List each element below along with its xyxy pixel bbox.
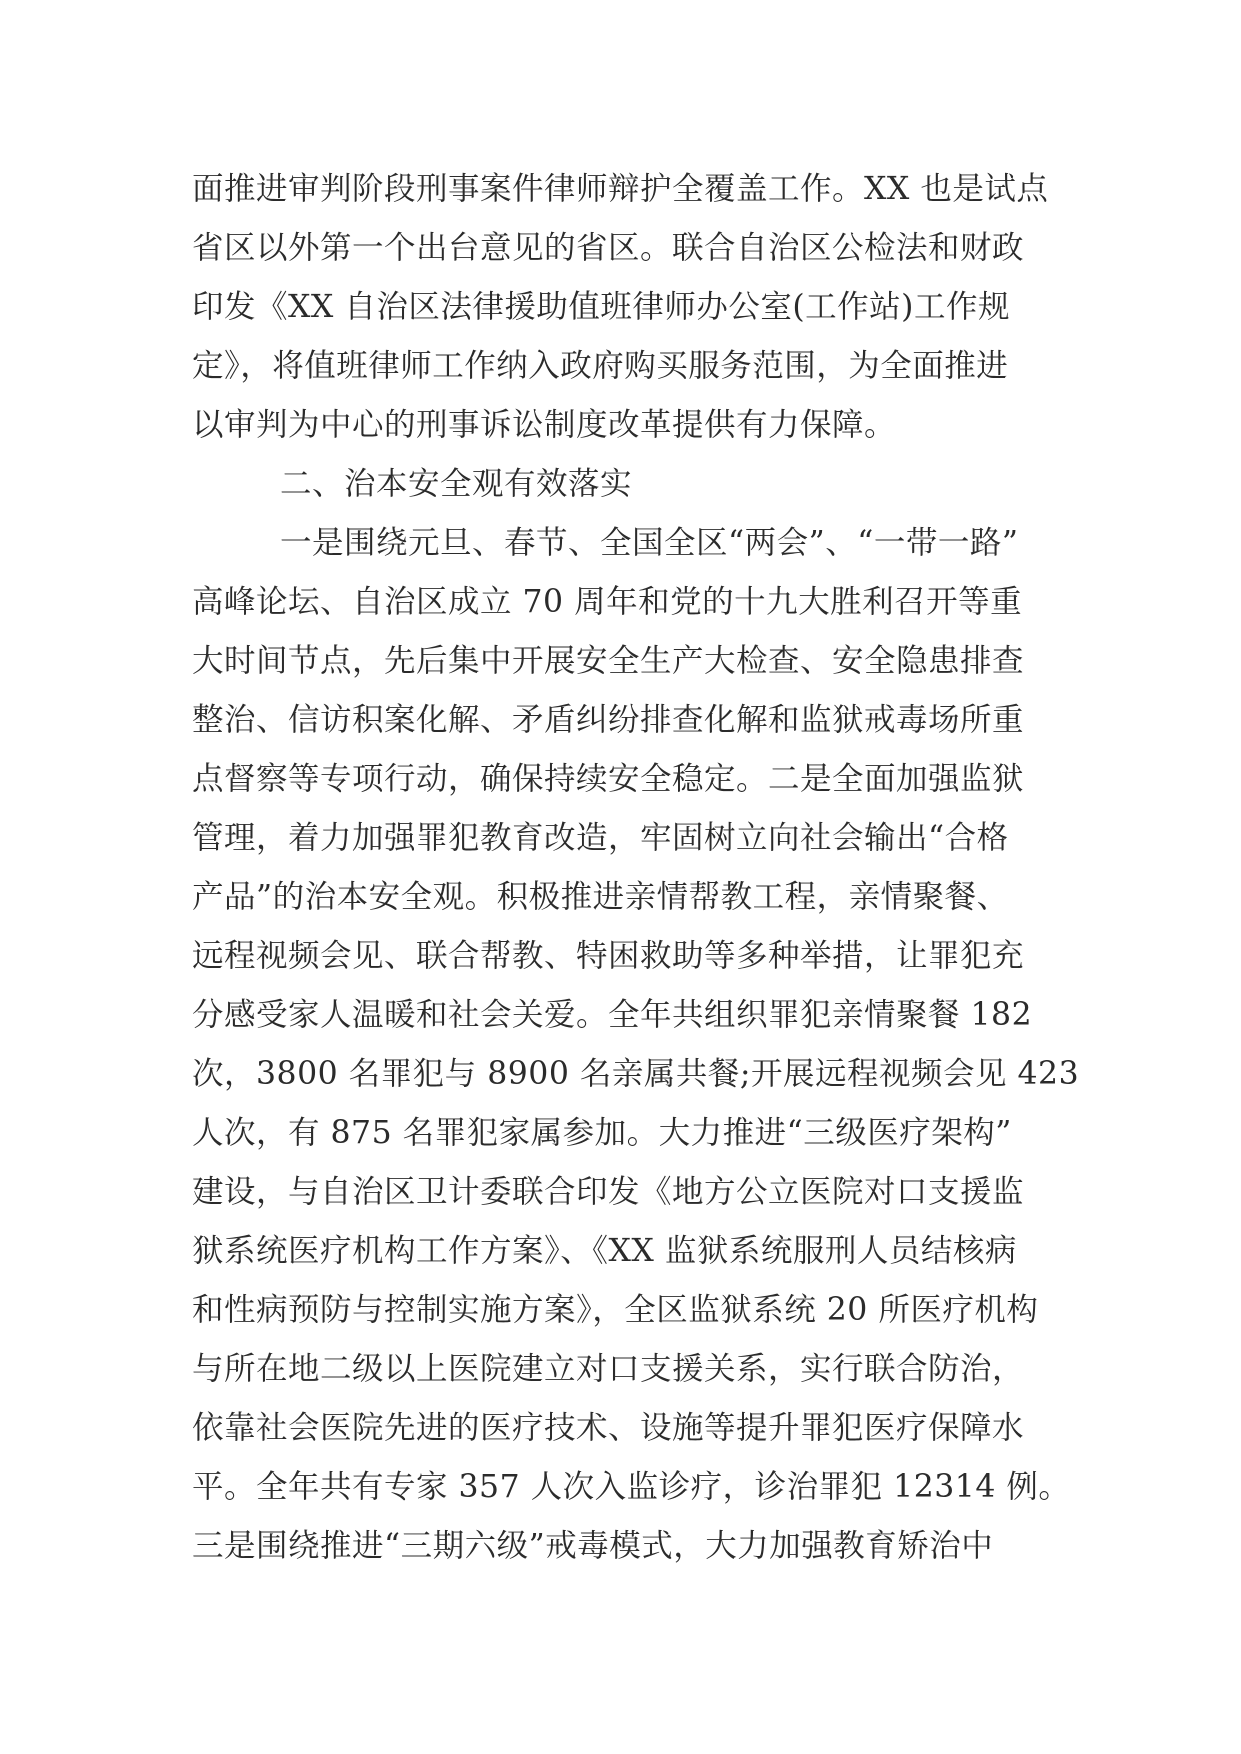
text-line: 印发《XX 自治区法律援助值班律师办公室(工作站)工作规	[192, 289, 1010, 325]
text-line: 整治、信访积案化解、矛盾纠纷排查化解和监狱戒毒场所重	[192, 702, 1025, 738]
text-line: 狱系统医疗机构工作方案》、《XX 监狱系统服刑人员结核病	[192, 1233, 1017, 1269]
text-line: 人次，有 875 名罪犯家属参加。大力推进“三级医疗架构”	[192, 1115, 1012, 1151]
text-line: 面推进审判阶段刑事案件律师辩护全覆盖工作。XX 也是试点	[192, 171, 1049, 207]
text-line: 点督察等专项行动，确保持续安全稳定。二是全面加强监狱	[192, 761, 1025, 797]
body-text	[192, 160, 1080, 1576]
text-line: 以审判为中心的刑事诉讼制度改革提供有力保障。	[192, 407, 897, 443]
text-line: 大时间节点，先后集中开展安全生产大检查、安全隐患排查	[192, 643, 1025, 679]
text-line: 分感受家人温暖和社会关爱。全年共组织罪犯亲情聚餐 182	[192, 997, 1033, 1033]
text-line: 省区以外第一个出台意见的省区。联合自治区公检法和财政	[192, 230, 1025, 266]
text-line: 定》，将值班律师工作纳入政府购买服务范围，为全面推进	[192, 348, 1009, 384]
text-line: 和性病预防与控制实施方案》，全区监狱系统 20 所医疗机构	[192, 1292, 1039, 1328]
text-line: 依靠社会医院先进的医疗技术、设施等提升罪犯医疗保障水	[192, 1410, 1025, 1446]
text-line: 三是围绕推进“三期六级”戒毒模式，大力加强教育矫治中	[192, 1528, 994, 1564]
text-line: 建设，与自治区卫计委联合印发《地方公立医院对口支援监	[192, 1174, 1025, 1210]
text-line: 次，3800 名罪犯与 8900 名亲属共餐;开展远程视频会见 423	[192, 1056, 1080, 1092]
text-line: 平。全年共有专家 357 人次入监诊疗，诊治罪犯 12314 例。	[192, 1469, 1071, 1505]
text-line: 高峰论坛、自治区成立 70 周年和党的十九大胜利召开等重	[192, 584, 1023, 620]
paragraph-start-line: 二、治本安全观有效落实	[280, 466, 633, 502]
text-line: 管理，着力加强罪犯教育改造，牢固树立向社会输出“合格	[192, 820, 1009, 856]
text-line: 产品”的治本安全观。积极推进亲情帮教工程，亲情聚餐、	[192, 879, 1009, 915]
paragraph-start-line: 一是围绕元旦、春节、全国全区“两会”、“一带一路”	[280, 525, 1019, 561]
text-line: 远程视频会见、联合帮教、特困救助等多种举措，让罪犯充	[192, 938, 1025, 974]
text-line: 与所在地二级以上医院建立对口支援关系，实行联合防治，	[192, 1351, 1025, 1387]
